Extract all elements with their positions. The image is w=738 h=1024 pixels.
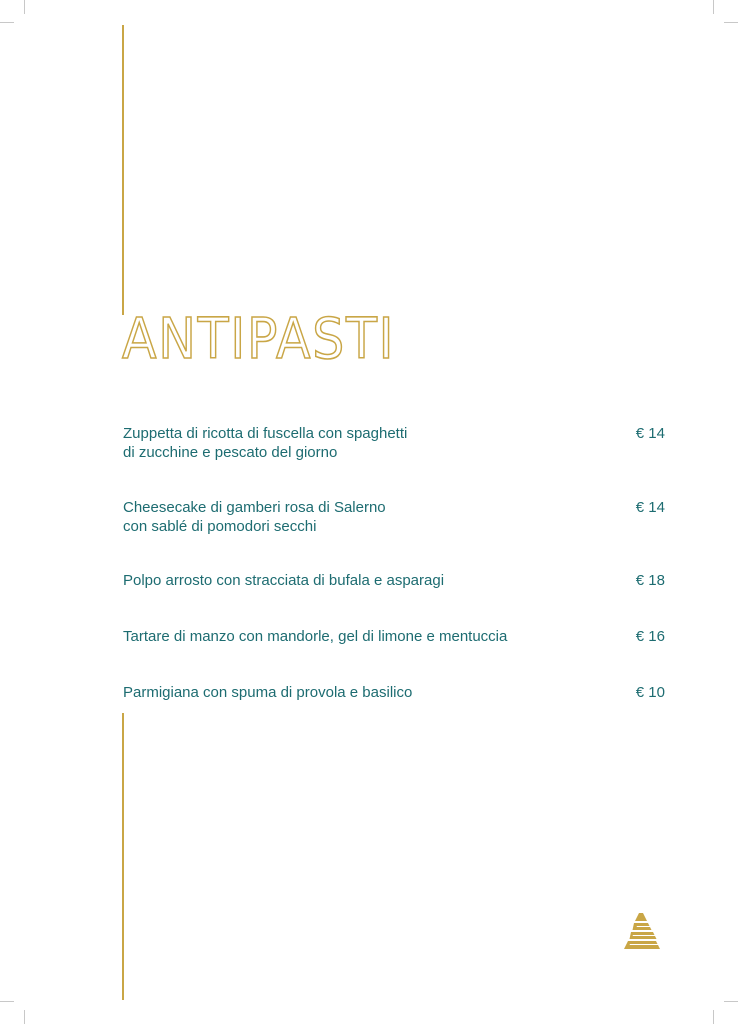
menu-item-name-line: Cheesecake di gamberi rosa di Salerno xyxy=(123,499,386,516)
menu-item-price: € 14 xyxy=(635,425,665,442)
menu-item-name xyxy=(123,627,507,646)
menu-item-name-line: Polpo arrosto con stracciata di bufala e asparagi xyxy=(123,572,445,589)
menu-item-name-line: con sablé di pomodori secchi xyxy=(123,518,317,535)
crop-mark xyxy=(0,22,14,23)
crop-mark xyxy=(713,0,714,14)
crop-mark xyxy=(0,1001,14,1002)
menu-item xyxy=(123,683,665,702)
section-title: ANTIPASTI xyxy=(122,307,396,372)
crop-mark xyxy=(713,1010,714,1024)
menu-item-name xyxy=(123,683,412,702)
decorative-rule-bottom xyxy=(122,713,124,1000)
menu-item-name-line: Zuppetta di ricotta di fuscella con spaghetti xyxy=(123,425,408,442)
menu-item xyxy=(123,498,665,536)
decorative-rule-top xyxy=(122,25,124,315)
menu-item-name xyxy=(123,498,386,536)
menu-item-name-line: Tartare di manzo con mandorle, gel di limone e mentuccia xyxy=(123,628,508,645)
menu-item xyxy=(123,627,665,646)
menu-item-name xyxy=(123,571,444,590)
crop-mark xyxy=(24,0,25,14)
menu-item-name-line: di zucchine e pescato del giorno xyxy=(123,444,338,461)
pyramid-logo-icon xyxy=(618,911,666,953)
menu-item-price: € 18 xyxy=(635,572,665,589)
menu-item xyxy=(123,571,665,590)
menu-item-price: € 10 xyxy=(635,684,665,701)
crop-mark xyxy=(724,1001,738,1002)
menu-item-price: € 14 xyxy=(635,499,665,516)
menu-item-name-line: Parmigiana con spuma di provola e basilico xyxy=(123,684,413,701)
menu-item xyxy=(123,424,665,462)
crop-mark xyxy=(724,22,738,23)
crop-mark xyxy=(24,1010,25,1024)
menu-item-name xyxy=(123,424,407,462)
menu-item-price: € 16 xyxy=(635,628,665,645)
